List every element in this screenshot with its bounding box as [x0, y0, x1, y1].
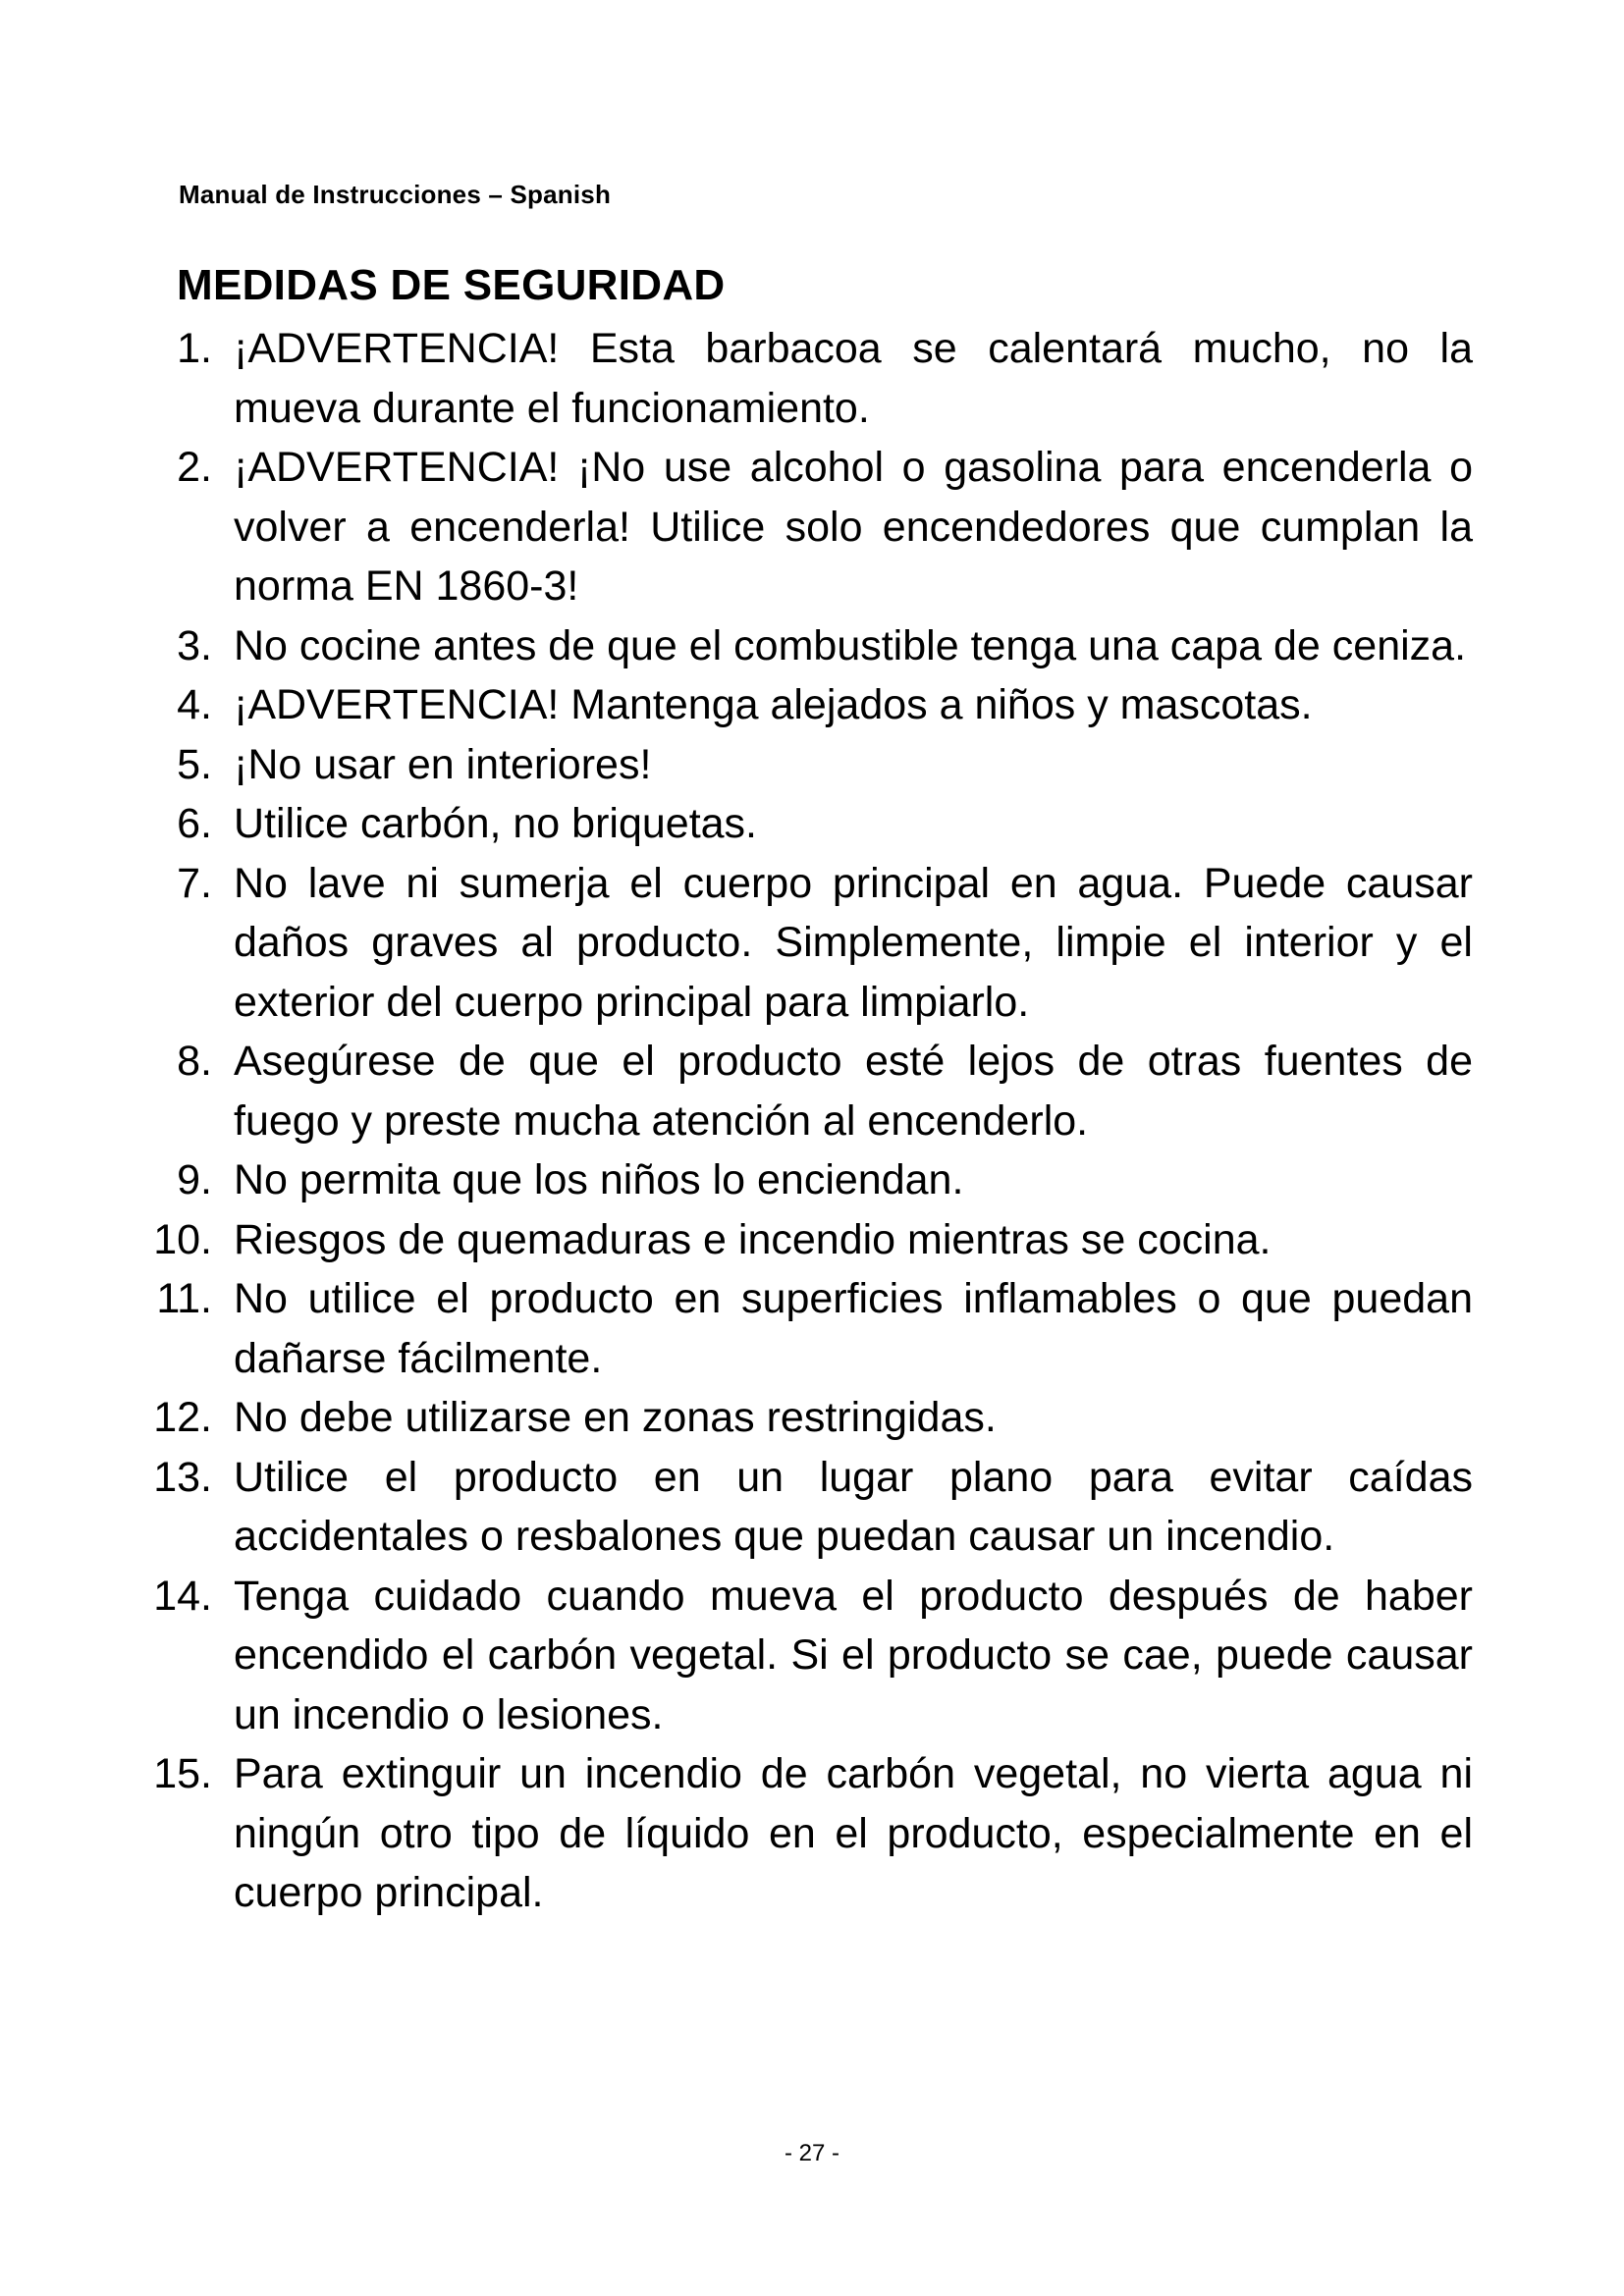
- item-text: No utilice el producto en superficies inflamables o que puedan dañarse fácilmente.: [234, 1275, 1473, 1382]
- item-number: 10.: [153, 1215, 212, 1263]
- list-item: [137, 1032, 1473, 1150]
- item-text: Tenga cuidado cuando mueva el producto después de haber encendido el carbón vegetal. Si el producto se cae, puede causar un incendio o lesiones.: [234, 1572, 1473, 1738]
- page-number: - 27 -: [784, 2140, 839, 2166]
- item-text: No lave ni sumerja el cuerpo principal en agua. Puede causar daños graves al producto. Simplemente, limpie el interior y el exterior del cuerpo principal para limpiarlo.: [234, 859, 1473, 1026]
- item-number: 2.: [177, 444, 212, 491]
- list-item: [137, 854, 1473, 1033]
- item-text: ¡ADVERTENCIA! Mantenga alejados a niños y mascotas.: [234, 681, 1313, 728]
- list-item: [137, 1388, 1473, 1448]
- item-text: ¡No usar en interiores!: [234, 740, 652, 788]
- item-number: 6.: [177, 800, 212, 847]
- list-item: [137, 438, 1473, 616]
- item-text: No permita que los niños lo enciendan.: [234, 1156, 964, 1203]
- item-number: 3.: [177, 621, 212, 669]
- section-title: MEDIDAS DE SEGURIDAD: [177, 261, 726, 309]
- list-item: [137, 1744, 1473, 1923]
- item-text: Para extinguir un incendio de carbón vegetal, no vierta agua ni ningún otro tipo de líquido en el producto, especialmente en el cuerpo principal.: [234, 1750, 1473, 1916]
- item-number: 15.: [153, 1750, 212, 1797]
- item-number: 1.: [177, 325, 212, 372]
- item-text: ¡ADVERTENCIA! Esta barbacoa se calentará mucho, no la mueva durante el funcionamiento.: [234, 325, 1473, 432]
- item-number: 14.: [153, 1572, 212, 1620]
- item-text: Asegúrese de que el producto esté lejos de otras fuentes de fuego y preste mucha atención al encenderlo.: [234, 1038, 1473, 1145]
- item-text: ¡ADVERTENCIA! ¡No use alcohol o gasolina para encenderla o volver a encenderla! Utilice solo encendedores que cumplan la norma EN 1860-3!: [234, 444, 1473, 610]
- item-text: No cocine antes de que el combustible tenga una capa de ceniza.: [234, 621, 1467, 669]
- item-text: No debe utilizarse en zonas restringidas.: [234, 1394, 997, 1441]
- list-item: [137, 675, 1473, 735]
- item-number: 9.: [177, 1156, 212, 1203]
- list-item: [137, 1210, 1473, 1270]
- safety-instructions-list: [137, 319, 1473, 1923]
- item-number: 4.: [177, 681, 212, 728]
- list-item: [137, 735, 1473, 795]
- list-item: [137, 1150, 1473, 1210]
- list-item: [137, 1269, 1473, 1388]
- list-item: [137, 1448, 1473, 1567]
- item-number: 13.: [153, 1453, 212, 1501]
- item-text: Utilice carbón, no briquetas.: [234, 800, 758, 847]
- list-item: [137, 319, 1473, 438]
- item-text: Utilice el producto en un lugar plano para evitar caídas accidentales o resbalones que puedan causar un incendio.: [234, 1453, 1473, 1560]
- item-number: 12.: [153, 1394, 212, 1441]
- page-header: Manual de Instrucciones – Spanish: [179, 180, 612, 209]
- item-number: 7.: [177, 859, 212, 907]
- item-text: Riesgos de quemaduras e incendio mientras se cocina.: [234, 1215, 1272, 1263]
- list-item: [137, 794, 1473, 854]
- list-item: [137, 616, 1473, 676]
- item-number: 5.: [177, 740, 212, 788]
- list-item: [137, 1567, 1473, 1745]
- item-number: 11.: [156, 1275, 212, 1322]
- item-number: 8.: [177, 1038, 212, 1085]
